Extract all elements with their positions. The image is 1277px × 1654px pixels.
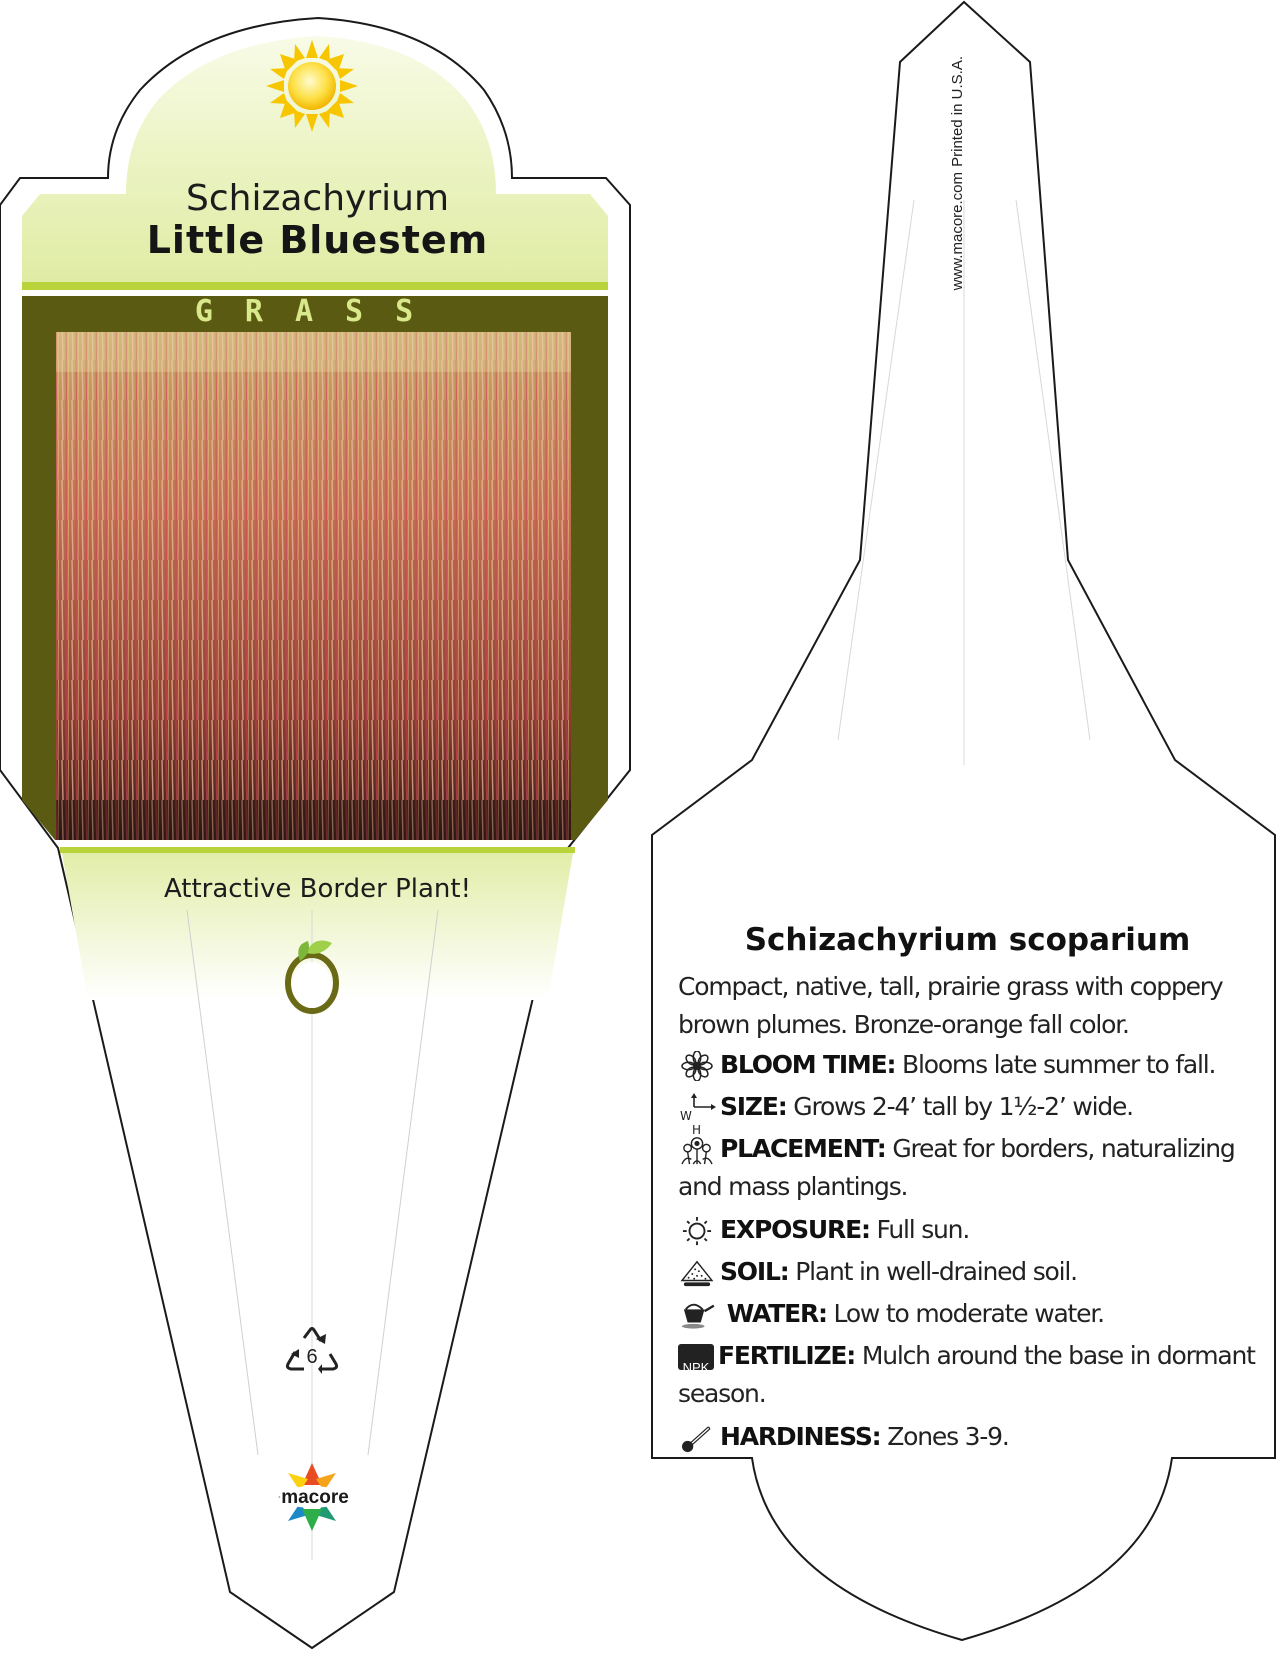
printed-text: Printed in U.S.A. (949, 56, 966, 167)
attr-text: Blooms late summer to fall. (902, 1050, 1216, 1079)
website-text: www.macore.com (949, 171, 966, 291)
attr-text: Full sun. (876, 1215, 970, 1244)
attr-label: HARDINESS: (720, 1422, 881, 1451)
attribute-size (678, 1088, 1263, 1137)
common-name: Little Bluestem (146, 218, 489, 262)
sun-outline-icon (678, 1216, 716, 1246)
soil-icon (678, 1258, 716, 1288)
npk-label: NPK (682, 1360, 710, 1375)
attr-label: PLACEMENT: (720, 1134, 886, 1163)
attr-text: Mulch around the base in dormant season. (678, 1341, 1255, 1408)
category-label: GRASS (194, 294, 446, 329)
tagline: Attractive Border Plant! (163, 874, 472, 904)
attr-label: WATER: (726, 1299, 827, 1328)
size-icon (678, 1093, 716, 1137)
description: Compact, native, tall, prairie grass with coppery brown plumes. Bronze-orange fall color. (678, 972, 1223, 1039)
size-arrows-icon (688, 1093, 716, 1115)
print-info (948, 56, 988, 291)
attr-label: FERTILIZE: (718, 1341, 856, 1370)
attr-text: Great for borders, naturalizing and mass plantings. (678, 1134, 1235, 1201)
placement-icon (678, 1135, 716, 1165)
flower-icon (678, 1051, 716, 1081)
attr-label: SIZE: (720, 1092, 787, 1121)
botanical-name: Schizachyrium scoparium (744, 922, 1191, 958)
recycle-number: 6 (306, 1346, 318, 1368)
attr-text: Grows 2-4’ tall by 1½-2’ wide. (793, 1092, 1133, 1121)
attribute-exposure (678, 1211, 1263, 1249)
attr-label: EXPOSURE: (720, 1215, 870, 1244)
attribute-bloom-time (678, 1046, 1263, 1084)
attribute-soil (678, 1253, 1263, 1291)
attribute-water (678, 1295, 1263, 1333)
genus-name: Schizachyrium (185, 178, 450, 219)
attribute-placement (678, 1130, 1263, 1206)
attr-text: Zones 3-9. (887, 1422, 1009, 1451)
attribute-fertilize (678, 1337, 1263, 1413)
npk-icon (678, 1344, 714, 1375)
attr-label: BLOOM TIME: (720, 1050, 896, 1079)
size-w-label: W (680, 1109, 691, 1123)
size-h-label: H (692, 1123, 700, 1137)
brand-name: macore (281, 1487, 349, 1508)
attr-text: Plant in well-drained soil. (795, 1257, 1077, 1286)
attr-text: Low to moderate water. (833, 1299, 1104, 1328)
attr-label: SOIL: (720, 1257, 789, 1286)
attribute-hardiness (678, 1418, 1263, 1456)
watering-can-icon (678, 1300, 716, 1330)
thermometer-icon (678, 1423, 716, 1453)
